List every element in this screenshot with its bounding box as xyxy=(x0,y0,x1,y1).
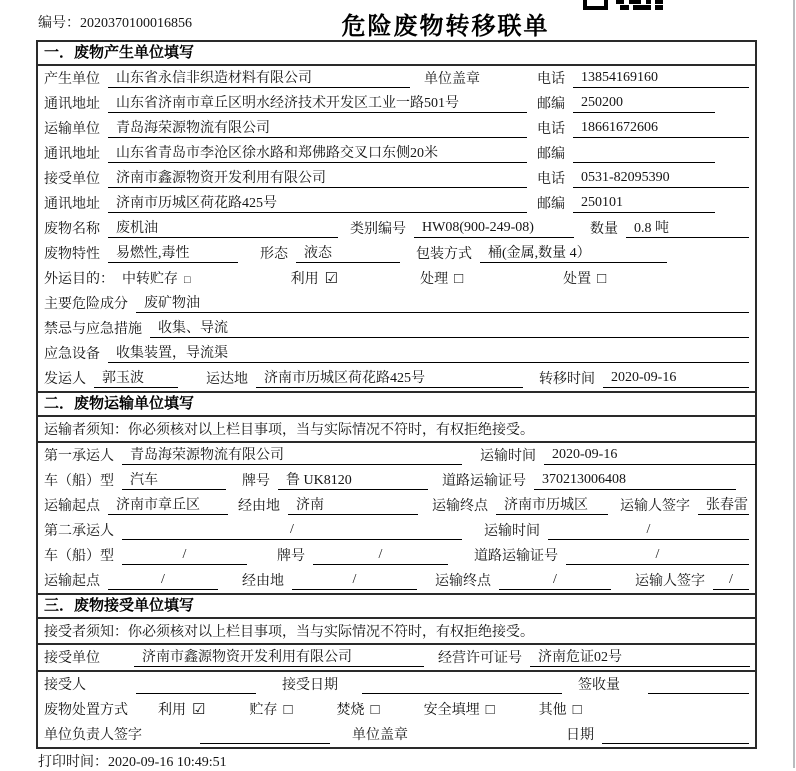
first-carrier-sign-label: 运输人签字 xyxy=(620,499,690,514)
producer-unit-value: 山东省永信非织造材料有限公司 xyxy=(108,67,410,88)
quantity-label: 数量 xyxy=(590,222,618,237)
row-receiver-address xyxy=(38,191,755,216)
category-code-label: 类别编号 xyxy=(350,222,406,237)
row-disposal-method xyxy=(38,697,755,722)
producer-address-group xyxy=(44,92,527,113)
hazard-components-label: 主要危险成分 xyxy=(44,297,128,312)
transport-unit-value: 青岛海荣源物流有限公司 xyxy=(108,117,527,138)
unit-seal-label: 单位盖章 xyxy=(424,72,480,87)
second-carrier-sign-label: 运输人签字 xyxy=(635,574,705,589)
quantity-value: 0.8 吨 xyxy=(626,217,749,238)
transfer-date-value: 2020-09-16 xyxy=(603,370,749,388)
first-origin-label: 运输起点 xyxy=(44,499,100,514)
page-edge-divider xyxy=(793,0,795,768)
second-origin-value: / xyxy=(108,572,218,590)
receiver-postcode-value: 250101 xyxy=(573,195,715,213)
second-endpoint-label: 运输终点 xyxy=(435,574,491,589)
purpose-treat-label: 处理 xyxy=(420,272,449,287)
form-state-value: 液态 xyxy=(296,242,400,263)
first-via-label: 经由地 xyxy=(238,499,280,514)
row-transport-unit xyxy=(38,116,755,141)
received-quantity-value xyxy=(648,676,749,694)
waste-property-label: 废物特性 xyxy=(44,247,100,262)
accepting-unit-label: 接受单位 xyxy=(44,651,100,666)
purpose-transfer-storage-option xyxy=(122,268,191,288)
row-waste-name xyxy=(38,216,755,241)
row-contraindications xyxy=(38,316,755,341)
transport-phone-value: 18661672606 xyxy=(573,120,749,138)
receiver-address-label: 通讯地址 xyxy=(44,197,100,212)
row-producer-address xyxy=(38,91,755,116)
disposal-utilize-option xyxy=(158,699,205,719)
row-transport-address xyxy=(38,141,755,166)
print-time xyxy=(38,751,227,771)
second-carrier-value: / xyxy=(122,522,462,540)
first-carrier-value: 青岛海荣源物流有限公司 xyxy=(122,444,462,465)
first-vehicle-type-label: 车（船）型 xyxy=(44,474,114,489)
disposal-other-option xyxy=(539,699,582,719)
disposal-landfill-label: 安全填埋 xyxy=(423,703,480,718)
row-recipient xyxy=(38,672,755,697)
date-label: 日期 xyxy=(566,728,594,743)
purpose-dispose-label: 处置 xyxy=(563,272,592,287)
second-road-permit-value: / xyxy=(566,547,749,565)
first-transport-time-value: 2020-09-16 xyxy=(544,447,756,465)
transport-postcode-value xyxy=(573,145,715,163)
second-road-permit-label: 道路运输证号 xyxy=(474,549,558,564)
contraindications-label: 禁忌与应急措施 xyxy=(44,322,142,337)
waste-name-label: 废物名称 xyxy=(44,222,100,237)
document-number-label: 编号： xyxy=(38,16,80,31)
hazard-components-value: 废矿物油 xyxy=(136,292,749,313)
producer-address-label: 通讯地址 xyxy=(44,97,100,112)
purpose-treat-option xyxy=(420,268,463,288)
first-carrier-label: 第一承运人 xyxy=(44,449,114,464)
receiver-notice-row xyxy=(38,619,755,645)
producer-postcode-value: 250200 xyxy=(573,95,715,113)
row-outbound-purpose xyxy=(38,266,755,291)
purpose-treat-checkbox-icon: □ xyxy=(454,271,464,287)
disposal-storage-option xyxy=(249,699,292,719)
receiver-notice-label: 接受者须知： xyxy=(44,625,128,640)
transporter-notice-text: 你必须核对以上栏目事项，当与实际情况不符时，有权拒绝接受。 xyxy=(128,423,534,438)
unit-seal2-label: 单位盖章 xyxy=(352,728,408,743)
receiver-notice-text: 你必须核对以上栏目事项，当与实际情况不符时，有权拒绝接受。 xyxy=(128,625,534,640)
license-number-label: 经营许可证号 xyxy=(438,651,522,666)
first-origin-value: 济南市章丘区 xyxy=(108,494,228,515)
disposal-storage-label: 贮存 xyxy=(249,703,278,718)
first-via-value: 济南 xyxy=(288,494,418,515)
producer-phone-group xyxy=(537,68,749,88)
recipient-value xyxy=(136,676,256,694)
contraindications-value: 收集、导流 xyxy=(150,317,749,338)
emergency-equipment-label: 应急设备 xyxy=(44,347,100,362)
transport-unit-label: 运输单位 xyxy=(44,122,100,137)
second-carrier-sign-value: / xyxy=(713,572,749,590)
producer-postcode-label: 邮编 xyxy=(537,97,565,112)
row-first-vehicle xyxy=(38,468,755,493)
second-carrier-label: 第二承运人 xyxy=(44,524,114,539)
purpose-dispose-checkbox-icon: □ xyxy=(597,271,607,287)
disposal-incinerate-checkbox-icon: □ xyxy=(370,702,380,718)
page-title: 危险废物转移联单 xyxy=(341,13,550,40)
packaging-value: 桶(金属,数量 4） xyxy=(480,242,667,263)
disposal-landfill-option xyxy=(424,699,495,719)
second-via-label: 经由地 xyxy=(242,574,284,589)
purpose-utilize-label: 利用 xyxy=(290,272,319,287)
row-second-route xyxy=(38,568,755,593)
first-carrier-sign-value: 张春雷 xyxy=(698,494,749,515)
destination-value: 济南市历城区荷花路425号 xyxy=(256,367,523,388)
accept-date-label: 接受日期 xyxy=(282,678,338,693)
purpose-transfer-storage-checkbox-icon: □ xyxy=(184,274,191,286)
document-number-value: 2020370100016856 xyxy=(80,16,192,31)
first-transport-time-label: 运输时间 xyxy=(480,449,536,464)
first-endpoint-label: 运输终点 xyxy=(432,499,488,514)
transport-postcode-label: 邮编 xyxy=(537,147,565,162)
first-endpoint-value: 济南市历城区 xyxy=(496,494,608,515)
receiver-phone-value: 0531-82095390 xyxy=(573,170,749,188)
transport-phone-label: 电话 xyxy=(537,122,565,137)
transport-unit-group xyxy=(44,117,527,138)
first-plate-label: 牌号 xyxy=(242,474,270,489)
row-producer-unit xyxy=(38,66,755,91)
transport-address-group xyxy=(44,142,527,163)
receiver-phone-group xyxy=(537,168,749,188)
second-via-value: / xyxy=(292,572,417,590)
print-time-label: 打印时间： xyxy=(38,755,108,770)
purpose-utilize-checkbox-icon: ☑ xyxy=(324,271,339,287)
receiver-address-group xyxy=(44,192,527,213)
row-consignor xyxy=(38,366,755,391)
disposal-method-label: 废物处置方式 xyxy=(44,703,128,718)
waste-property-value: 易燃性,毒性 xyxy=(108,242,238,263)
row-first-route xyxy=(38,493,755,518)
disposal-utilize-label: 利用 xyxy=(158,703,186,718)
consignor-label: 发运人 xyxy=(44,372,86,387)
emergency-equipment-value: 收集装置，导流渠 xyxy=(108,342,749,363)
second-transport-time-value: / xyxy=(548,522,749,540)
transport-postcode-group xyxy=(537,143,749,163)
disposal-landfill-checkbox-icon: □ xyxy=(485,702,495,718)
disposal-utilize-checkbox-icon: ☑ xyxy=(192,702,206,718)
first-vehicle-type-value: 汽车 xyxy=(122,469,226,490)
disposal-incinerate-option xyxy=(337,699,380,719)
recipient-label: 接受人 xyxy=(44,678,86,693)
license-number-value: 济南危证02号 xyxy=(530,646,750,667)
row-accepting-unit xyxy=(38,645,755,672)
receiver-postcode-group xyxy=(537,193,749,213)
second-transport-time-label: 运输时间 xyxy=(484,524,540,539)
row-receiver-unit xyxy=(38,166,755,191)
responsible-signature-value xyxy=(200,726,330,744)
row-emergency-equipment xyxy=(38,341,755,366)
producer-postcode-group xyxy=(537,93,749,113)
transporter-notice-row xyxy=(38,417,755,443)
form-state-label: 形态 xyxy=(260,247,288,262)
accepting-unit-value: 济南市鑫源物资开发利用有限公司 xyxy=(134,646,424,667)
section2-header: 二．废物运输单位填写 xyxy=(38,391,755,417)
transport-address-value: 山东省青岛市李沧区徐水路和郑佛路交叉口东侧20米 xyxy=(108,142,527,163)
second-vehicle-type-label: 车（船）型 xyxy=(44,549,114,564)
section1-header: 一．废物产生单位填写 xyxy=(38,42,755,66)
row-first-carrier xyxy=(38,443,755,468)
transfer-date-label: 转移时间 xyxy=(539,372,595,387)
accept-date-value xyxy=(362,676,562,694)
disposal-other-label: 其他 xyxy=(538,703,567,718)
first-plate-value: 鲁 UK8120 xyxy=(278,469,428,490)
receiver-postcode-label: 邮编 xyxy=(537,197,565,212)
section3-header: 三．废物接受单位填写 xyxy=(38,593,755,619)
category-code-value: HW08(900-249-08) xyxy=(414,220,574,238)
producer-unit-group xyxy=(44,67,527,88)
disposal-storage-checkbox-icon: □ xyxy=(283,702,293,718)
transporter-notice-label: 运输者须知： xyxy=(44,423,128,438)
purpose-dispose-option xyxy=(563,268,606,288)
second-endpoint-value: / xyxy=(499,572,611,590)
disposal-other-checkbox-icon: □ xyxy=(572,702,582,718)
row-waste-property xyxy=(38,241,755,266)
receiver-address-value: 济南市历城区荷花路425号 xyxy=(108,192,527,213)
responsible-signature-label: 单位负责人签字 xyxy=(44,728,142,743)
disposal-incinerate-label: 焚烧 xyxy=(336,703,365,718)
producer-unit-label: 产生单位 xyxy=(44,72,100,87)
row-responsible-signature xyxy=(38,722,755,747)
print-time-value: 2020-09-16 10:49:51 xyxy=(108,755,227,770)
packaging-label: 包装方式 xyxy=(416,247,472,262)
second-origin-label: 运输起点 xyxy=(44,574,100,589)
date-value xyxy=(602,726,749,744)
transport-phone-group xyxy=(537,118,749,138)
first-road-permit-value: 370213006408 xyxy=(534,472,736,490)
receiver-unit-label: 接受单位 xyxy=(44,172,100,187)
purpose-utilize-option xyxy=(291,268,338,288)
qr-code-fragment-icon xyxy=(583,0,663,10)
transport-address-label: 通讯地址 xyxy=(44,147,100,162)
producer-phone-label: 电话 xyxy=(537,72,565,87)
waste-name-value: 废机油 xyxy=(108,217,338,238)
producer-phone-value: 13854169160 xyxy=(573,70,749,88)
receiver-phone-label: 电话 xyxy=(537,172,565,187)
receiver-unit-value: 济南市鑫源物资开发利用有限公司 xyxy=(108,167,527,188)
second-vehicle-type-value: / xyxy=(122,547,247,565)
received-quantity-label: 签收量 xyxy=(578,678,620,693)
second-plate-value: / xyxy=(313,547,448,565)
row-second-vehicle xyxy=(38,543,755,568)
purpose-transfer-storage-label: 中转贮存 xyxy=(122,272,178,287)
producer-address-value: 山东省济南市章丘区明水经济技术开发区工业一路501号 xyxy=(108,92,527,113)
row-second-carrier xyxy=(38,518,755,543)
receiver-unit-group xyxy=(44,167,527,188)
first-road-permit-label: 道路运输证号 xyxy=(442,474,526,489)
consignor-value: 郭玉波 xyxy=(94,367,178,388)
destination-label: 运达地 xyxy=(206,372,248,387)
outbound-purpose-label: 外运目的： xyxy=(44,272,114,287)
transfer-manifest-form xyxy=(36,40,757,749)
row-hazard-components xyxy=(38,291,755,316)
second-plate-label: 牌号 xyxy=(277,549,305,564)
